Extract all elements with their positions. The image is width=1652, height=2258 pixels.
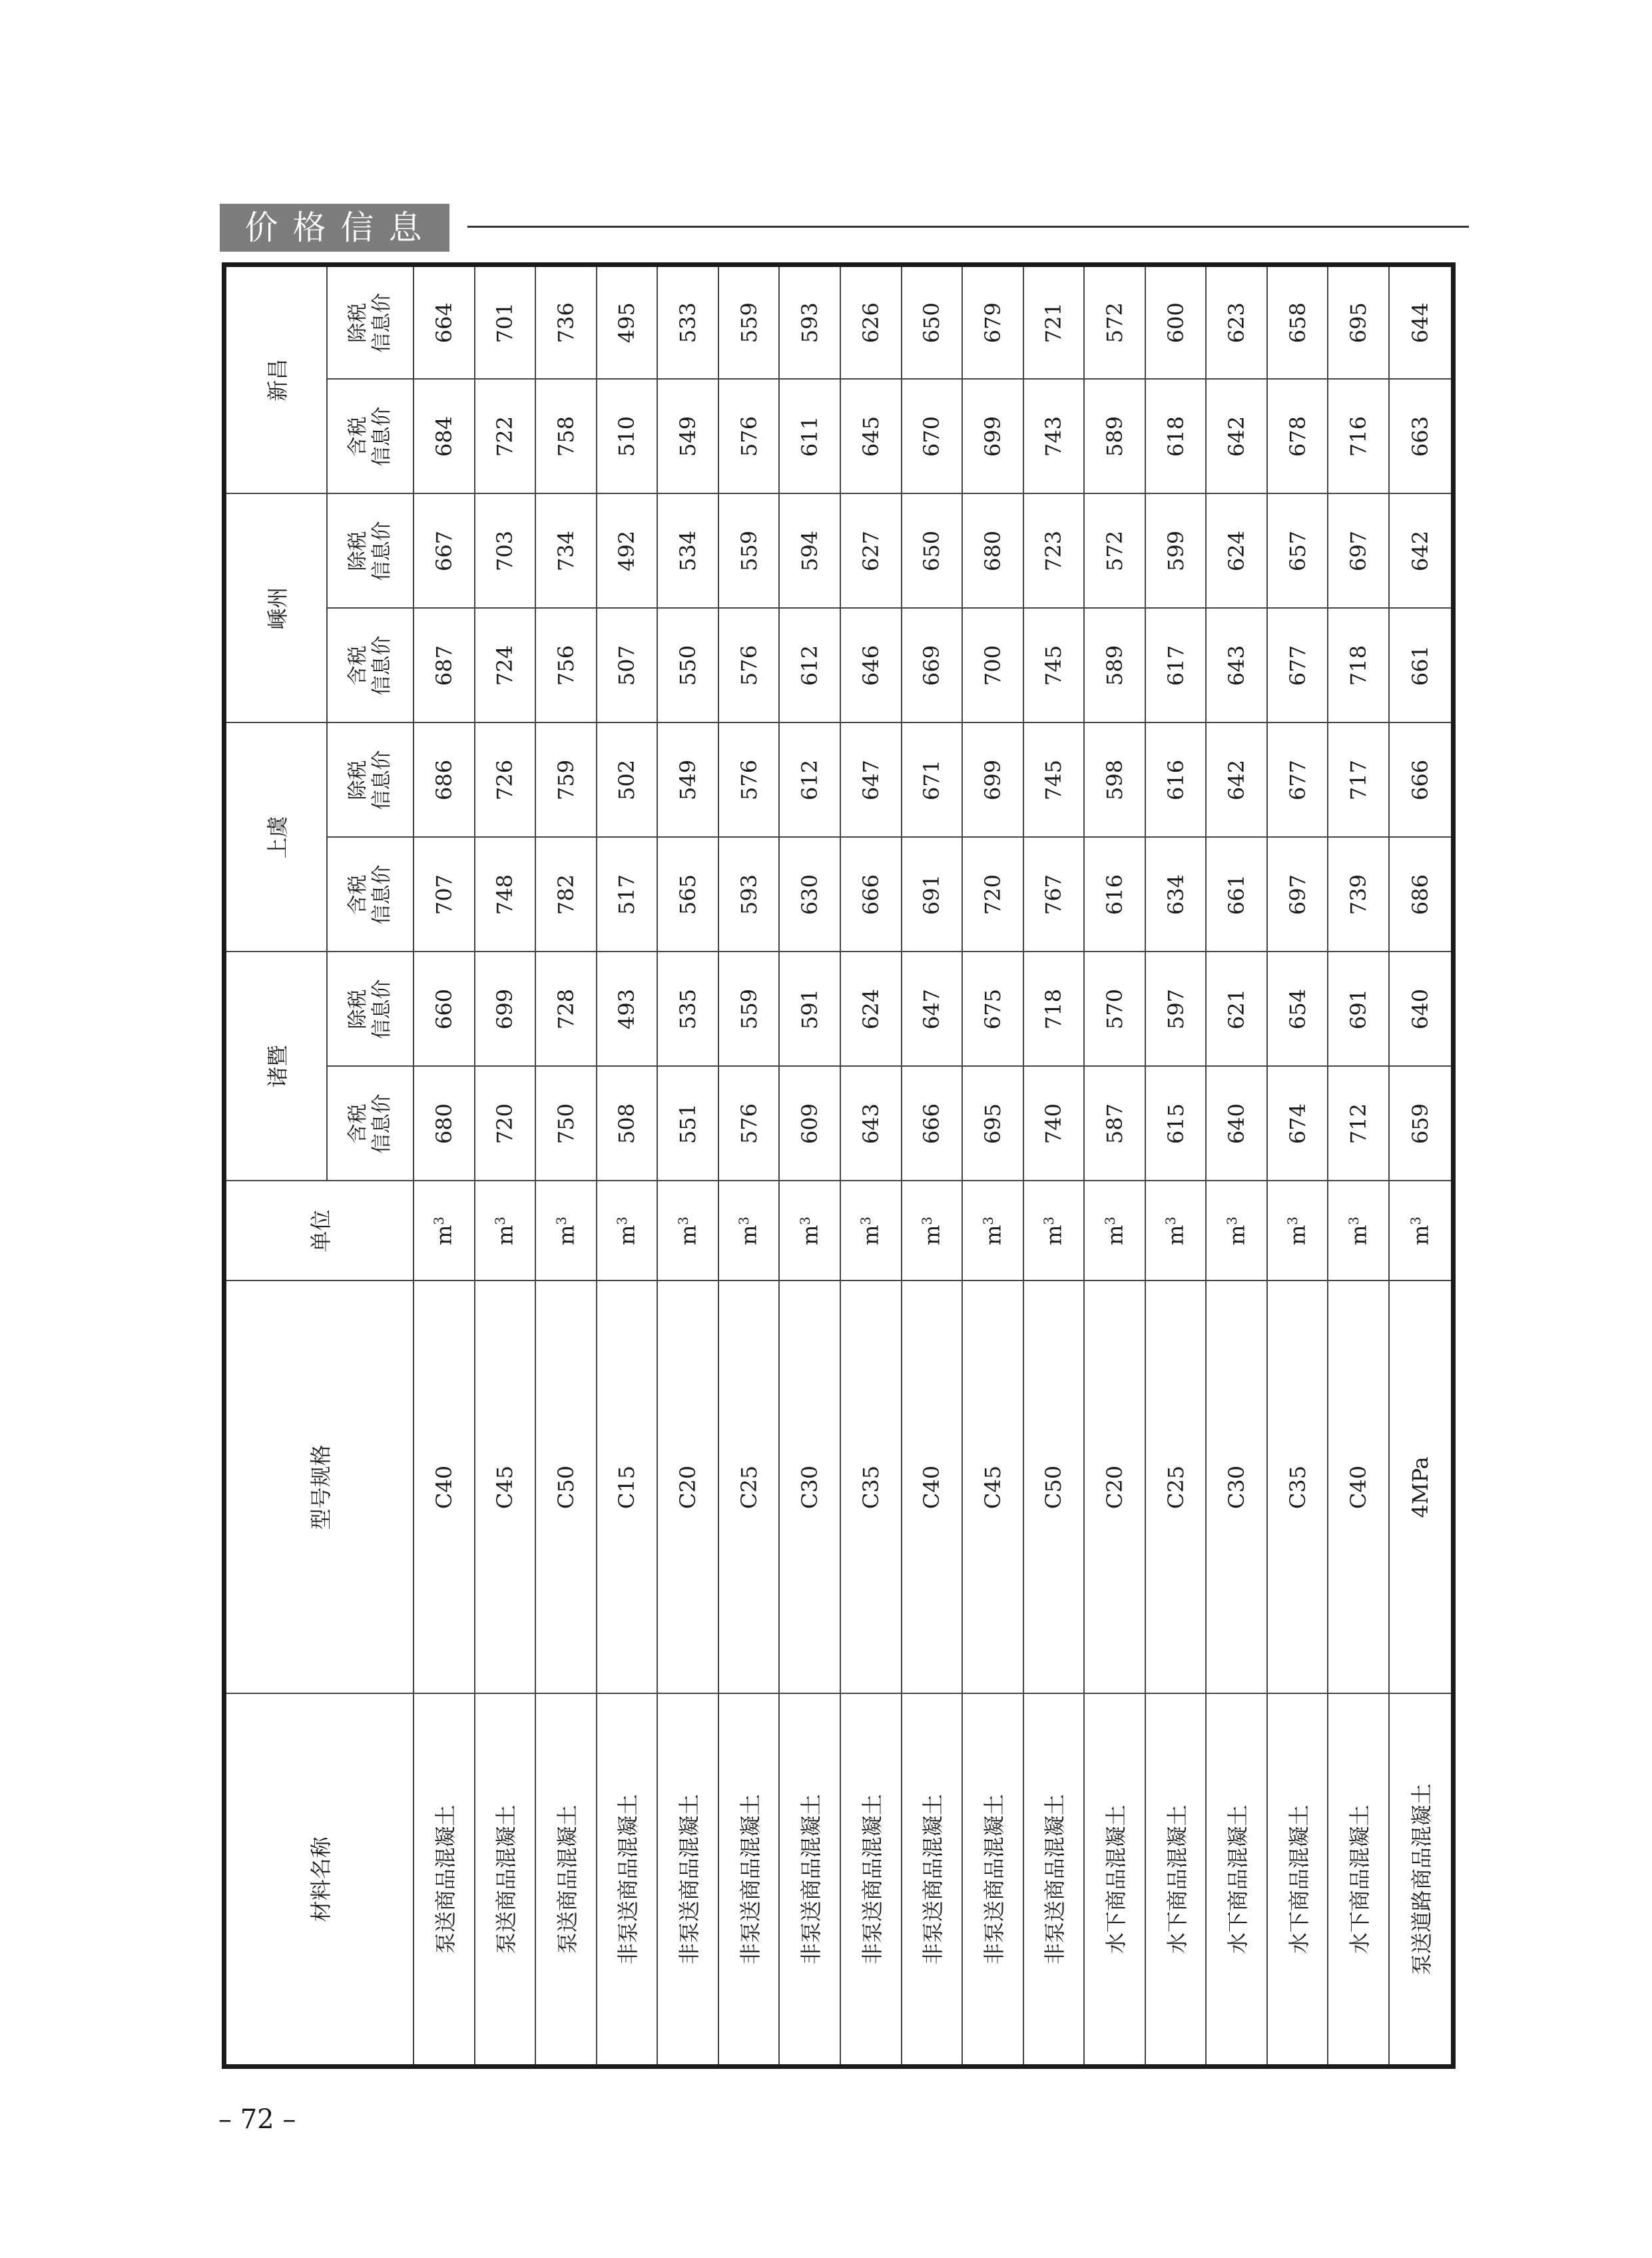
price-cell: 640 [1389, 952, 1454, 1066]
price-excl-tax-header: 除税 信息价 [327, 722, 413, 837]
unit-superscript: 3 [979, 1216, 996, 1225]
price-excl-tax-header: 除税 信息价 [327, 493, 413, 608]
unit-cell [657, 1181, 718, 1281]
price-cell: 675 [962, 952, 1023, 1066]
price-cell: 718 [1328, 608, 1389, 722]
unit-cell [962, 1181, 1023, 1281]
price-cell: 642 [1206, 379, 1267, 493]
price-cell: 717 [1328, 722, 1389, 837]
material-name-cell: 非泵送商品混凝土 [840, 1694, 902, 2067]
material-name-cell: 泵送商品混凝土 [535, 1694, 597, 2067]
price-cell: 627 [840, 493, 902, 608]
unit-base: m [675, 1225, 701, 1246]
price-cell: 559 [718, 264, 780, 379]
unit-base: m [797, 1225, 823, 1246]
unit-cell [1206, 1181, 1267, 1281]
price-cell: 533 [657, 264, 718, 379]
price-incl-tax-header: 含税 信息价 [327, 608, 413, 722]
price-cell: 680 [962, 493, 1023, 608]
header-row-regions [224, 264, 328, 2066]
price-cell: 695 [1328, 264, 1389, 379]
price-cell: 697 [1328, 493, 1389, 608]
price-cell: 599 [1145, 493, 1207, 608]
price-cell: 677 [1267, 722, 1328, 837]
unit-cell [718, 1181, 780, 1281]
price-cell: 678 [1267, 379, 1328, 493]
price-cell: 597 [1145, 952, 1207, 1066]
unit-base: m [980, 1225, 1006, 1246]
price-cell: 502 [597, 722, 658, 837]
price-cell: 559 [718, 493, 780, 608]
unit-cell [902, 1181, 963, 1281]
price-cell: 630 [779, 837, 840, 952]
price-cell: 721 [1023, 264, 1085, 379]
header-rule [467, 226, 1469, 228]
table-body [413, 264, 1454, 2066]
table-row [657, 264, 718, 2066]
price-cell: 660 [413, 952, 475, 1066]
price-cell: 728 [535, 952, 597, 1066]
price-cell: 572 [1084, 264, 1145, 379]
price-cell: 658 [1267, 264, 1328, 379]
unit-superscript: 3 [431, 1216, 447, 1225]
price-cell: 572 [1084, 493, 1145, 608]
spec-cell: C20 [657, 1281, 718, 1694]
price-excl-tax-header: 除税 信息价 [327, 952, 413, 1066]
price-cell: 507 [597, 608, 658, 722]
table-row [475, 264, 536, 2066]
unit-cell [413, 1181, 475, 1281]
unit-base: m [431, 1225, 457, 1246]
price-cell: 758 [535, 379, 597, 493]
price-cell: 612 [779, 722, 840, 837]
price-cell: 748 [475, 837, 536, 952]
price-cell: 600 [1145, 264, 1207, 379]
unit-base: m [1224, 1225, 1250, 1246]
table-row [902, 264, 963, 2066]
material-name-cell: 非泵送商品混凝土 [597, 1694, 658, 2067]
price-cell: 736 [535, 264, 597, 379]
price-cell: 759 [535, 722, 597, 837]
price-cell: 510 [597, 379, 658, 493]
material-name-cell: 泵送商品混凝土 [413, 1694, 475, 2067]
material-name-cell: 泵送道路商品混凝土 [1389, 1694, 1454, 2067]
price-cell: 591 [779, 952, 840, 1066]
price-cell: 576 [718, 1067, 780, 1181]
price-incl-tax-header: 含税 信息价 [327, 1067, 413, 1181]
unit-superscript: 3 [1101, 1216, 1118, 1225]
unit-superscript: 3 [1284, 1216, 1301, 1225]
price-cell: 576 [718, 722, 780, 837]
price-cell: 642 [1206, 722, 1267, 837]
price-cell: 598 [1084, 722, 1145, 837]
unit-superscript: 3 [614, 1216, 631, 1225]
table-row [962, 264, 1023, 2066]
price-cell: 609 [779, 1067, 840, 1181]
price-cell: 640 [1206, 1067, 1267, 1181]
unit-cell [1389, 1181, 1454, 1281]
price-cell: 616 [1084, 837, 1145, 952]
price-cell: 626 [840, 264, 902, 379]
price-cell: 650 [902, 264, 963, 379]
price-cell: 739 [1328, 837, 1389, 952]
material-name-cell: 非泵送商品混凝土 [657, 1694, 718, 2067]
price-cell: 684 [413, 379, 475, 493]
price-cell: 618 [1145, 379, 1207, 493]
unit-superscript: 3 [858, 1216, 874, 1225]
price-cell: 576 [718, 379, 780, 493]
header-spec: 型号规格 [224, 1281, 414, 1694]
price-cell: 767 [1023, 837, 1085, 952]
price-cell: 493 [597, 952, 658, 1066]
spec-cell: C40 [413, 1281, 475, 1694]
unit-base: m [614, 1225, 640, 1246]
table-row [1328, 264, 1389, 2066]
price-cell: 671 [902, 722, 963, 837]
material-name-cell: 非泵送商品混凝土 [1023, 1694, 1085, 2067]
page-number: – 72 – [218, 2104, 296, 2135]
price-incl-tax-header: 含税 信息价 [327, 379, 413, 493]
price-cell: 686 [413, 722, 475, 837]
unit-base: m [1163, 1225, 1189, 1246]
price-cell: 720 [475, 1067, 536, 1181]
price-cell: 670 [902, 379, 963, 493]
price-cell: 589 [1084, 608, 1145, 722]
table-row [597, 264, 658, 2066]
price-cell: 643 [1206, 608, 1267, 722]
price-cell: 697 [1267, 837, 1328, 952]
spec-cell: C30 [1206, 1281, 1267, 1694]
table-row [779, 264, 840, 2066]
material-name-cell: 泵送商品混凝土 [475, 1694, 536, 2067]
price-cell: 589 [1084, 379, 1145, 493]
unit-superscript: 3 [492, 1216, 509, 1225]
unit-superscript: 3 [918, 1216, 935, 1225]
price-cell: 699 [475, 952, 536, 1066]
unit-cell [475, 1181, 536, 1281]
unit-cell [1267, 1181, 1328, 1281]
price-cell: 549 [657, 379, 718, 493]
price-cell: 644 [1389, 264, 1454, 379]
price-cell: 677 [1267, 608, 1328, 722]
spec-cell: C45 [962, 1281, 1023, 1694]
price-excl-tax-header: 除税 信息价 [327, 264, 413, 379]
price-cell: 734 [535, 493, 597, 608]
section-title: 价格信息 [220, 204, 449, 252]
material-name-cell: 水下商品混凝土 [1267, 1694, 1328, 2067]
price-cell: 700 [962, 608, 1023, 722]
price-cell: 750 [535, 1067, 597, 1181]
price-cell: 667 [413, 493, 475, 608]
price-cell: 663 [1389, 379, 1454, 493]
material-name-cell: 水下商品混凝土 [1206, 1694, 1267, 2067]
header-unit: 单位 [224, 1181, 414, 1281]
unit-cell [1084, 1181, 1145, 1281]
unit-base: m [492, 1225, 518, 1246]
price-cell: 593 [718, 837, 780, 952]
price-cell: 720 [962, 837, 1023, 952]
price-cell: 616 [1145, 722, 1207, 837]
unit-base: m [1408, 1225, 1434, 1246]
price-cell: 756 [535, 608, 597, 722]
unit-base: m [919, 1225, 945, 1246]
price-cell: 723 [1023, 493, 1085, 608]
unit-base: m [1284, 1225, 1310, 1246]
material-name-cell: 非泵送商品混凝土 [902, 1694, 963, 2067]
material-name-cell: 水下商品混凝土 [1328, 1694, 1389, 2067]
price-cell: 576 [718, 608, 780, 722]
price-cell: 740 [1023, 1067, 1085, 1181]
unit-base: m [553, 1225, 579, 1246]
price-cell: 611 [779, 379, 840, 493]
price-cell: 624 [840, 952, 902, 1066]
header-material: 材料名称 [224, 1694, 414, 2067]
unit-superscript: 3 [675, 1216, 691, 1225]
price-cell: 535 [657, 952, 718, 1066]
material-name-cell: 非泵送商品混凝土 [779, 1694, 840, 2067]
spec-cell: C40 [902, 1281, 963, 1694]
unit-superscript: 3 [553, 1216, 569, 1225]
price-cell: 508 [597, 1067, 658, 1181]
unit-superscript: 3 [1407, 1216, 1424, 1225]
price-cell: 679 [962, 264, 1023, 379]
unit-superscript: 3 [796, 1216, 813, 1225]
price-cell: 657 [1267, 493, 1328, 608]
price-cell: 745 [1023, 608, 1085, 722]
price-cell: 680 [413, 1067, 475, 1181]
unit-cell [1023, 1181, 1085, 1281]
price-cell: 669 [902, 608, 963, 722]
unit-base: m [1041, 1225, 1067, 1246]
table-row [1084, 264, 1145, 2066]
unit-base: m [1102, 1225, 1128, 1246]
price-cell: 716 [1328, 379, 1389, 493]
unit-superscript: 3 [1345, 1216, 1362, 1225]
table-row [718, 264, 780, 2066]
price-cell: 647 [902, 952, 963, 1066]
price-cell: 565 [657, 837, 718, 952]
spec-cell: C40 [1328, 1281, 1389, 1694]
table-row [1023, 264, 1085, 2066]
spec-cell: C35 [840, 1281, 902, 1694]
price-cell: 695 [962, 1067, 1023, 1181]
price-cell: 587 [1084, 1067, 1145, 1181]
price-cell: 701 [475, 264, 536, 379]
unit-superscript: 3 [1041, 1216, 1057, 1225]
price-cell: 666 [902, 1067, 963, 1181]
price-cell: 654 [1267, 952, 1328, 1066]
spec-cell: C30 [779, 1281, 840, 1694]
price-cell: 570 [1084, 952, 1145, 1066]
price-table-container [222, 267, 1456, 2069]
rotated-table-frame [222, 267, 1456, 2069]
price-cell: 712 [1328, 1067, 1389, 1181]
material-name-cell: 水下商品混凝土 [1145, 1694, 1207, 2067]
price-cell: 643 [840, 1067, 902, 1181]
spec-cell: C20 [1084, 1281, 1145, 1694]
unit-cell [535, 1181, 597, 1281]
price-cell: 647 [840, 722, 902, 837]
price-cell: 659 [1389, 1067, 1454, 1181]
price-cell: 664 [413, 264, 475, 379]
table-row [1145, 264, 1207, 2066]
price-cell: 691 [1328, 952, 1389, 1066]
price-cell: 623 [1206, 264, 1267, 379]
price-cell: 726 [475, 722, 536, 837]
header-region-shengzhou: 嵊州 [224, 493, 328, 722]
price-cell: 624 [1206, 493, 1267, 608]
spec-cell: 4MPa [1389, 1281, 1454, 1694]
price-cell: 703 [475, 493, 536, 608]
table-row [840, 264, 902, 2066]
price-cell: 687 [413, 608, 475, 722]
table-row [1267, 264, 1328, 2066]
price-cell: 551 [657, 1067, 718, 1181]
price-cell: 642 [1389, 493, 1454, 608]
price-cell: 743 [1023, 379, 1085, 493]
price-cell: 674 [1267, 1067, 1328, 1181]
table-row [535, 264, 597, 2066]
spec-cell: C25 [718, 1281, 780, 1694]
spec-cell: C25 [1145, 1281, 1207, 1694]
price-cell: 745 [1023, 722, 1085, 837]
price-cell: 650 [902, 493, 963, 608]
price-cell: 661 [1206, 837, 1267, 952]
table-row [413, 264, 475, 2066]
price-cell: 691 [902, 837, 963, 952]
table-row [1389, 264, 1454, 2066]
spec-cell: C35 [1267, 1281, 1328, 1694]
header-region-zhuji: 诸暨 [224, 952, 328, 1181]
unit-cell [840, 1181, 902, 1281]
unit-base: m [858, 1225, 884, 1246]
price-cell: 517 [597, 837, 658, 952]
price-table [222, 262, 1456, 2069]
table-row [1206, 264, 1267, 2066]
spec-cell: C50 [1023, 1281, 1085, 1694]
price-cell: 699 [962, 722, 1023, 837]
price-cell: 617 [1145, 608, 1207, 722]
price-cell: 549 [657, 722, 718, 837]
price-cell: 550 [657, 608, 718, 722]
price-cell: 534 [657, 493, 718, 608]
price-cell: 594 [779, 493, 840, 608]
material-name-cell: 非泵送商品混凝土 [718, 1694, 780, 2067]
spec-cell: C50 [535, 1281, 597, 1694]
unit-cell [1328, 1181, 1389, 1281]
unit-cell [597, 1181, 658, 1281]
header-region-shangyu: 上虞 [224, 722, 328, 952]
material-name-cell: 非泵送商品混凝土 [962, 1694, 1023, 2067]
price-cell: 661 [1389, 608, 1454, 722]
unit-superscript: 3 [1163, 1216, 1179, 1225]
price-cell: 559 [718, 952, 780, 1066]
price-cell: 621 [1206, 952, 1267, 1066]
price-cell: 718 [1023, 952, 1085, 1066]
unit-cell [779, 1181, 840, 1281]
price-cell: 699 [962, 379, 1023, 493]
price-cell: 612 [779, 608, 840, 722]
price-cell: 634 [1145, 837, 1207, 952]
price-cell: 492 [597, 493, 658, 608]
unit-cell [1145, 1181, 1207, 1281]
price-cell: 666 [840, 837, 902, 952]
price-cell: 686 [1389, 837, 1454, 952]
spec-cell: C45 [475, 1281, 536, 1694]
price-cell: 645 [840, 379, 902, 493]
material-name-cell: 水下商品混凝土 [1084, 1694, 1145, 2067]
price-cell: 495 [597, 264, 658, 379]
price-incl-tax-header: 含税 信息价 [327, 837, 413, 952]
price-cell: 782 [535, 837, 597, 952]
price-cell: 722 [475, 379, 536, 493]
price-cell: 666 [1389, 722, 1454, 837]
price-cell: 707 [413, 837, 475, 952]
unit-base: m [736, 1225, 762, 1246]
header-region-xinchang: 新昌 [224, 264, 328, 493]
spec-cell: C15 [597, 1281, 658, 1694]
unit-superscript: 3 [1223, 1216, 1240, 1225]
unit-superscript: 3 [736, 1216, 752, 1225]
price-cell: 615 [1145, 1067, 1207, 1181]
price-cell: 593 [779, 264, 840, 379]
price-cell: 646 [840, 608, 902, 722]
price-cell: 724 [475, 608, 536, 722]
unit-base: m [1346, 1225, 1372, 1246]
